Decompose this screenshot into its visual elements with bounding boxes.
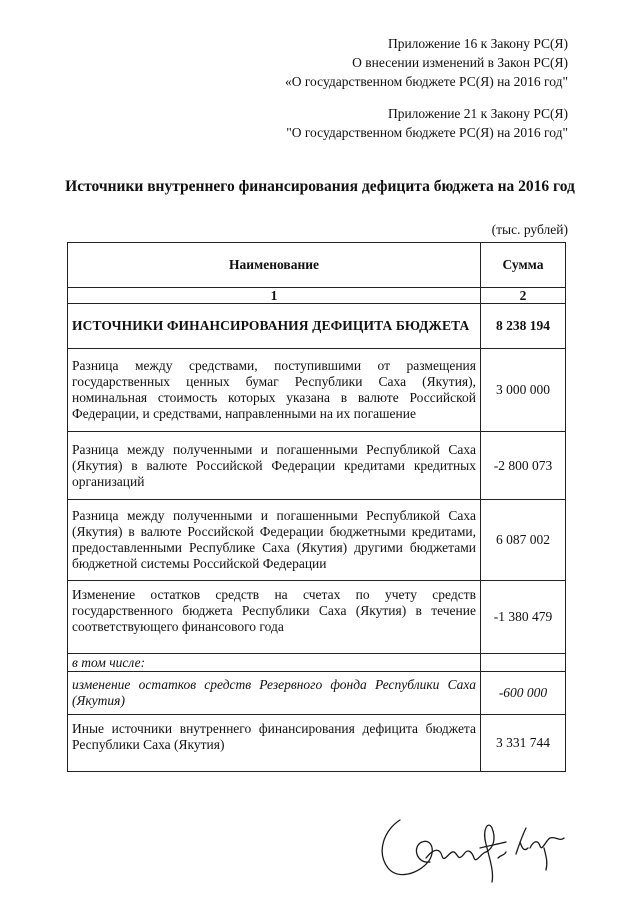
- row-name: ИСТОЧНИКИ ФИНАНСИРОВАНИЯ ДЕФИЦИТА БЮДЖЕТА: [68, 304, 481, 349]
- row-name: Разница между полученными и погашенными Республикой Саха (Якутия) в валюте Российской Федерации бюджетными кредитами, предоставленными Республике Саха (Якутия) другими бюджетами бюджетной системы Российской Федерации: [68, 500, 481, 581]
- table-row: [68, 432, 566, 500]
- appendix-note-16: [285, 34, 568, 91]
- document-title: Источники внутреннего финансирования дефицита бюджета на 2016 год: [65, 178, 575, 195]
- appendix-16-line-2: О внесении изменений в Закон РС(Я): [352, 55, 568, 70]
- handwritten-signature-icon: [370, 808, 580, 888]
- row-name: изменение остатков средств Резервного фонда Республики Саха (Якутия): [68, 672, 481, 715]
- appendix-21-line-2: "О государственном бюджете РС(Я) на 2016 год": [286, 125, 568, 140]
- table-row: [68, 581, 566, 654]
- table-row: [68, 500, 566, 581]
- row-name: в том числе:: [68, 654, 481, 672]
- row-amount: 3 331 744: [481, 715, 566, 772]
- column-header-name: Наименование: [68, 243, 481, 288]
- appendix-note-21: [286, 104, 568, 142]
- row-amount: [481, 654, 566, 672]
- column-header-sum: Сумма: [481, 243, 566, 288]
- appendix-16-line-3: «О государственном бюджете РС(Я) на 2016 год": [284, 74, 568, 89]
- units-note: (тыс. рублей): [491, 222, 568, 237]
- row-amount: 6 087 002: [481, 500, 566, 581]
- row-name: Иные источники внутреннего финансирования дефицита бюджета Республики Саха (Якутия): [68, 715, 481, 772]
- appendix-16-line-1: Приложение 16 к Закону РС(Я): [387, 36, 568, 51]
- table-row-reserve-fund: [68, 672, 566, 715]
- column-number-1: 1: [68, 288, 481, 304]
- row-amount: 3 000 000: [481, 349, 566, 432]
- column-number-2: 2: [481, 288, 566, 304]
- row-amount: -2 800 073: [481, 432, 566, 500]
- table-row-total: [68, 304, 566, 349]
- row-name: Изменение остатков средств на счетах по учету средств государственного бюджета Республики Саха (Якутия) в течение соответствующего финансового года: [68, 581, 481, 654]
- table-row: [68, 715, 566, 772]
- table-row: [68, 349, 566, 432]
- appendix-21-line-1: Приложение 21 к Закону РС(Я): [387, 106, 568, 121]
- row-amount: 8 238 194: [481, 304, 566, 349]
- row-amount: -600 000: [481, 672, 566, 715]
- row-name: Разница между полученными и погашенными Республикой Саха (Якутия) в валюте Российской Федерации кредитами кредитных организаций: [68, 432, 481, 500]
- column-number-row: [68, 288, 566, 304]
- financing-sources-table: [67, 242, 566, 772]
- table-header-row: [68, 243, 566, 288]
- table-row-including: [68, 654, 566, 672]
- row-name: Разница между средствами, поступившими от размещения государственных ценных бумаг Республики Саха (Якутия), номинальная стоимость которых указана в валюте Российской Федерации, и средствами, направленными на их погашение: [68, 349, 481, 432]
- row-amount: -1 380 479: [481, 581, 566, 654]
